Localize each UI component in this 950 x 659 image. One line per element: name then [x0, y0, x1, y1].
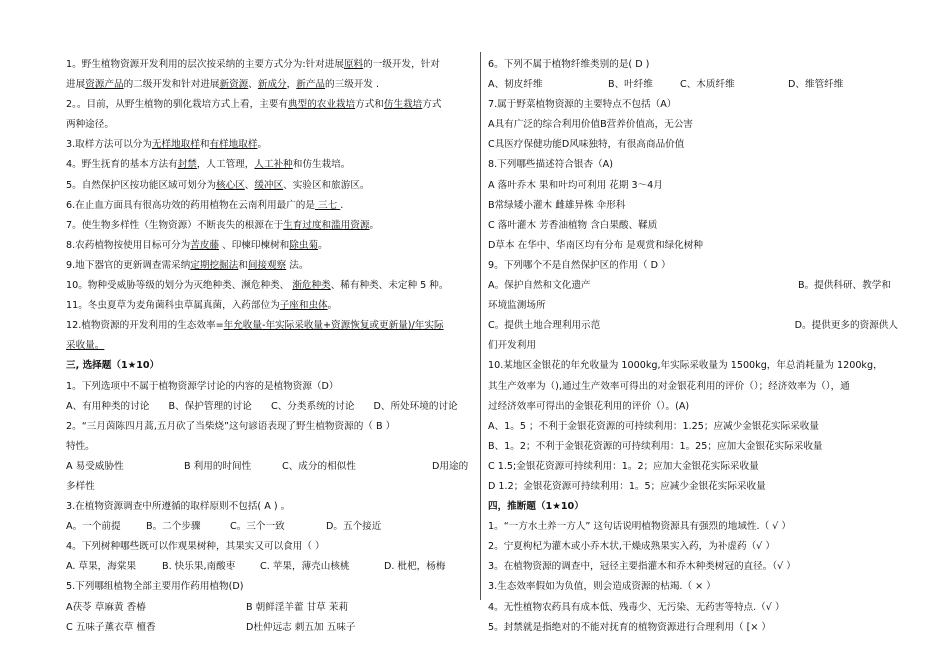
answer-blank: 人工补种: [254, 159, 293, 171]
answer-blank: 有样地取样: [209, 139, 258, 151]
section-heading-judge: 四，推断题（1★10）: [488, 501, 584, 513]
answer-blank: 三七: [315, 199, 341, 211]
answer-blank: 除虫菊: [289, 239, 319, 251]
answer-blank: 资源产品: [85, 79, 124, 91]
question-3: [66, 497, 476, 537]
text-segment: 。: [318, 239, 328, 251]
option-d: D杜仲远志 刺五加 五味子: [246, 621, 356, 633]
option-a: A。保护自然和文化遗产: [488, 280, 591, 292]
option-a: A。一个前提: [66, 521, 121, 533]
option-c: C。提供土地合理利用示范: [488, 320, 601, 332]
text-segment: 7。使生物多样性（生物资源）不断丧失的根源在于: [66, 219, 284, 231]
text-segment: 方式和: [355, 99, 384, 111]
answer-blank: 间接观察: [247, 259, 287, 271]
text-segment: 、稀有种类、未定种 5 种。: [330, 280, 449, 292]
options-row: [488, 316, 898, 336]
option-c: C. 苹果，薄壳山核桃: [260, 561, 350, 573]
answer-blank: 新资源: [219, 79, 249, 91]
option-cd: C具医疗保健功能D风味独特，有很高商品价值: [488, 139, 685, 151]
option-c: C 落叶灌木 芳香油植物 含白果酸、鞣质: [488, 219, 658, 231]
question-stem-cont: 特性。: [66, 440, 95, 452]
text-segment: 12.植物资源的开发利用的生态效率=: [66, 320, 224, 332]
text-segment: 6.在止血方面具有很高功效的药用植物在云南利用最广的是: [66, 199, 315, 211]
question-stem: 4。下列树种哪些既可以作观果树种，其果实又可以食用（ ）: [66, 541, 325, 553]
text-segment: 方式: [422, 99, 442, 111]
text-segment: 。: [369, 219, 380, 231]
option-b: B 朝鲜淫羊藿 甘草 茉莉: [246, 601, 349, 613]
fill-in-line: [66, 115, 476, 135]
judge-item: 1。“一方水土养一方人” 这句话说明植物资源具有强烈的地域性.（ √ ）: [488, 521, 791, 533]
option-a: A 易受威胁性: [66, 460, 124, 472]
option-d-cont: 们开发利用: [488, 340, 536, 352]
options-row: [66, 598, 476, 618]
option-d: D用途的: [432, 460, 469, 472]
judge-item: 3。在植物资源的调查中，冠径主要指灌木和乔木种类树冠的直径。（√ ）: [488, 561, 796, 573]
text-segment: 和仿生栽培。: [292, 159, 351, 171]
text-segment: 的一级开发，针对: [363, 59, 440, 70]
option-b: B 利用的时间性: [184, 460, 252, 472]
text-segment: 两种途径。: [66, 119, 114, 131]
fill-in-line: [66, 296, 476, 316]
option-d: D、维管纤维: [788, 79, 844, 91]
text-segment: 和: [199, 139, 210, 151]
option-d: D、所处环境的讨论: [373, 400, 458, 412]
answer-blank: 定期挖掘法: [190, 259, 239, 271]
option-b: B。二个步骤: [146, 521, 201, 533]
question-stem: 9。下列哪个不是自然保护区的作用（ D ）: [488, 259, 671, 271]
question-7: [488, 95, 898, 155]
answer-blank: 原料: [343, 59, 364, 70]
text-segment: 10。物种受威胁等级的划分为灭绝种类、濒危种类、: [66, 280, 293, 292]
text-segment: 和: [238, 259, 248, 271]
fill-in-line: [66, 55, 476, 75]
question-6: [488, 55, 898, 95]
option-c: C 五味子薰衣草 檀香: [66, 621, 156, 633]
question-8: [488, 155, 898, 255]
options-row: [488, 276, 898, 296]
text-segment: 9.地下器官的更新调查需采纳: [66, 259, 191, 271]
question-10: [488, 356, 898, 497]
option-c: C、木质纤维: [680, 79, 735, 91]
question-1: [66, 377, 476, 417]
option-ab: A具有广泛的综合利用价值B营养价值高，无公害: [488, 119, 694, 131]
fill-in-line: [66, 135, 476, 155]
options-row: [66, 618, 476, 638]
option-b: B、叶纤维: [608, 79, 653, 91]
q10-line: 10.某地区金银花的年允收量为 1000kg,年实际采收量为 1500kg，年总消耗量为 1200kg，: [488, 360, 883, 372]
option-b: B、1。2；不利于金银花资源的可持续利用：1。25；应加大金银花实际采收量: [488, 440, 823, 452]
judge-list: [488, 517, 898, 638]
answer-blank: 子座和虫体: [279, 300, 328, 312]
fill-in-line: [66, 216, 476, 236]
q10-line: 其生产效率为（),通过生产效率可得出的对金银花利用的评价（）；经济效率为（），通: [488, 380, 850, 392]
text-segment: 的三级开发 .: [325, 79, 380, 91]
option-b: B、保护管理的讨论: [168, 400, 252, 412]
options-row: [66, 557, 476, 577]
option-a: A. 草果，海棠果: [66, 561, 137, 573]
fill-in-section: [66, 55, 476, 356]
fill-in-line: [66, 155, 476, 175]
text-segment: ，: [286, 79, 297, 91]
right-column: [488, 55, 898, 638]
answer-blank: 生育过度和滥用资源: [283, 219, 370, 231]
text-segment: .: [340, 199, 344, 211]
question-stem: 1。下列选项中不属于植物资源学讨论的内容的是植物资源（D）: [66, 380, 339, 392]
answer-blank: 新产品: [296, 79, 326, 91]
option-d: D. 枇杷，杨梅: [384, 561, 446, 573]
option-b-cont: 环境监测场所: [488, 300, 546, 312]
answer-blank: 缓冲区: [254, 179, 284, 191]
fill-in-line: [66, 95, 476, 115]
text-segment: 、印楝印楝树和: [219, 239, 290, 251]
answer-blank: 新成分: [257, 79, 287, 91]
answer-blank: 年允收量-年实际采收量+资源恢复或更新量)/年实际: [223, 320, 444, 332]
fill-in-line: [66, 75, 476, 95]
fill-in-line: [66, 276, 476, 296]
text-segment: 5。自然保护区按功能区域可划分为: [66, 179, 217, 191]
text-segment: 1。野生植物资源开发利用的层次按采纳的主要方式分为:针对进展: [66, 59, 344, 70]
text-segment: 2。。目前，从野生植物的驯化栽培方式上看，主要有: [66, 99, 288, 111]
fill-in-line: [66, 256, 476, 276]
judge-item: 2。宁夏枸杞为灌木或小乔木状,干燥成熟果实入药，为补虚药（√ ）: [488, 541, 775, 553]
option-c: C、成分的相似性: [282, 460, 356, 472]
answer-blank: 封禁: [177, 159, 197, 171]
option-d: D草本 在华中、华南区均有分布 是观赏和绿化树种: [488, 239, 703, 251]
fill-in-line: [66, 236, 476, 256]
answer-blank: 渐危种类: [292, 280, 331, 292]
option-d: D。提供更多的资源供人: [794, 320, 898, 332]
fill-in-line: [66, 316, 476, 336]
question-stem: 3.在植物资源调查中所遵循的取样原则不包括( A ) 。: [66, 501, 291, 513]
options-row: [488, 75, 898, 95]
option-a: A、1。5 ；不利于金银花资源的可持续利用：1.25；应减少金银花实际采收量: [488, 420, 819, 432]
option-a: A、有用种类的讨论: [66, 400, 150, 412]
option-b: B。提供科研、教学和: [798, 280, 891, 292]
text-segment: 法。: [286, 259, 309, 271]
fill-in-line: [66, 336, 476, 356]
fill-in-line: [66, 176, 476, 196]
options-row: [66, 397, 476, 417]
question-stem: 7.属于野菜植物资源的主要特点不包括（A）: [488, 99, 677, 111]
text-segment: 的二级开发和针对进展: [123, 79, 220, 91]
text-segment: 、实验区和旅游区。: [283, 179, 370, 191]
option-d: D 1.2；金银花资源可持续利用：1。5；应减少金银花实际采收量: [488, 480, 766, 492]
text-segment: 11。冬虫夏草为麦角菌科虫草属真菌，入药部位为: [66, 300, 280, 312]
option-c: C。三个一致: [230, 521, 285, 533]
column-divider: [480, 52, 481, 600]
option-b: B. 快乐果,南酸枣: [162, 561, 236, 573]
judge-item: 5。封禁就是指绝对的不能对抚育的植物资源进行合理利用（ [× ）: [488, 621, 772, 633]
text-segment: 4。野生抚育的基本方法有: [66, 159, 178, 171]
option-d: D。五个接近: [326, 521, 382, 533]
question-4: [66, 537, 476, 577]
text-segment: 8.农药植物按使用目标可分为: [66, 239, 191, 251]
fill-in-line: [66, 196, 476, 216]
options-row: [66, 517, 476, 537]
text-segment: 、: [248, 79, 258, 91]
text-segment: 3.取样方法可以分为: [66, 139, 152, 151]
question-stem: 2。“三月茵陈四月蒿,五月砍了当柴烧”这句谚语表现了野生植物资源的（ B ）: [66, 420, 396, 432]
text-segment: 。: [327, 300, 338, 312]
answer-blank: 仿生栽培: [383, 99, 423, 111]
left-column: [66, 55, 476, 638]
option-c: C、分类系统的讨论: [271, 400, 355, 412]
option-a: A茯苓 草麻黄 香椿: [66, 601, 146, 613]
question-stem: 5.下列哪组植物全部主要用作药用植物(D): [66, 581, 244, 593]
answer-blank: 无样地取样: [151, 139, 200, 151]
option-a: A 落叶乔木 果和叶均可利用 花期 3～4月: [488, 179, 663, 191]
option-b: B常绿矮小灌木 雌雄异株 伞形科: [488, 199, 626, 211]
judge-item: 3.生态效率假如为负值，则会造成资源的枯竭.（ × ）: [488, 581, 716, 593]
question-9: [488, 256, 898, 356]
text-segment: 、: [244, 179, 255, 191]
answer-blank: 典型的农业栽培: [287, 99, 356, 111]
text-segment: 。: [257, 139, 268, 151]
question-stem-end: 多样性: [66, 480, 95, 492]
answer-blank: 苦皮藤: [190, 239, 220, 251]
section-heading-choice: 三, 选择题（1★10）: [66, 360, 160, 372]
text-segment: 进展: [66, 79, 86, 91]
q10-line: 过经济效率可得出的金银花利用的评价（）。(A): [488, 400, 690, 412]
question-stem: 8.下列哪些描述符合银杏（A): [488, 159, 613, 171]
text-segment: ，人工管理，: [196, 159, 255, 171]
judge-item: 4。无性植物农药具有成本低、残毒少、无污染、无药害等特点.（√ ）: [488, 601, 785, 613]
answer-blank: 采收量。: [66, 340, 105, 352]
question-stem: 6。下列不属于植物纤维类别的是( D ): [488, 59, 650, 70]
option-c: C 1.5;金银花资源可持续利用：1。2；应加大金银花实际采收量: [488, 460, 759, 472]
question-2: [66, 417, 476, 497]
option-a: A、韧皮纤维: [488, 79, 543, 91]
options-row: [66, 457, 476, 477]
question-5: [66, 577, 476, 637]
answer-blank: 核心区: [216, 179, 245, 191]
